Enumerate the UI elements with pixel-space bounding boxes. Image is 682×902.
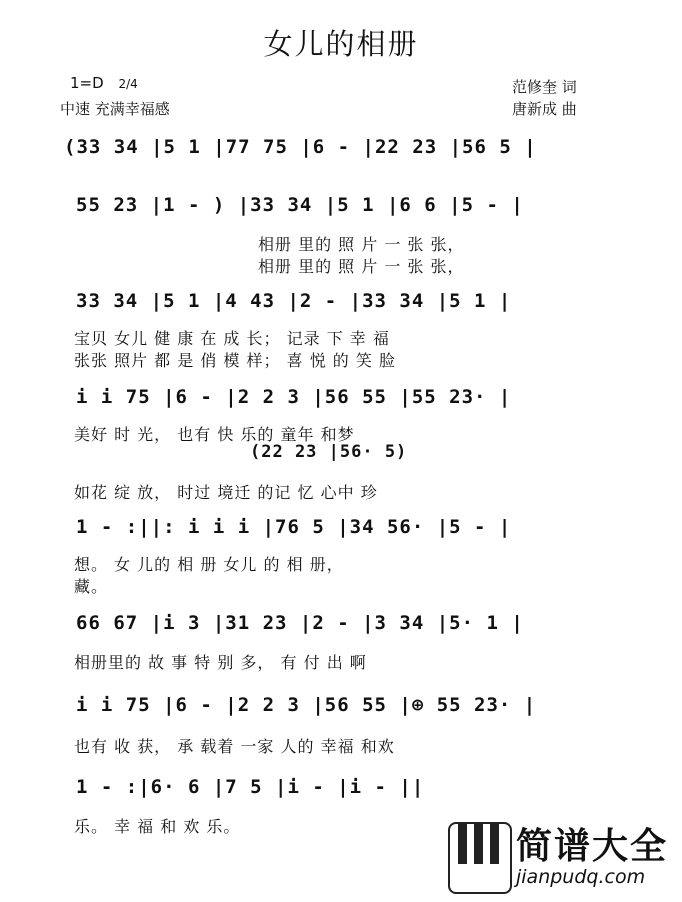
music-line-7: i i 75 |6 - |2 2 3 |56 55 |⊕ 55 23· | xyxy=(76,694,537,716)
alt-music-line-4: (22 23 |56· 5) xyxy=(250,442,408,462)
watermark-name: 简谱大全 xyxy=(516,826,669,867)
piano-keys-icon xyxy=(448,822,512,894)
lyric-line-5a: 想。 女 儿的 相 册 女儿 的 相 册， xyxy=(74,555,344,574)
lyric-line-4b: 如花 绽 放， 时过 境迁 的记 忆 心中 珍 xyxy=(74,483,378,502)
music-line-1: (33 34 |5 1 |77 75 |6 - |22 23 |56 5 | xyxy=(64,136,537,158)
lyricist: 范修奎 词 xyxy=(512,78,577,96)
music-line-6: 66 67 |i 3 |31 23 |2 - |3 34 |5· 1 | xyxy=(76,612,524,634)
lyric-line-7: 也有 收 获， 承 载着 一家 人的 幸福 和欢 xyxy=(74,737,395,756)
watermark-logo xyxy=(448,818,674,896)
key-label: 1=D xyxy=(70,74,104,92)
lyric-line-8: 乐。 幸 福 和 欢 乐。 xyxy=(74,817,241,836)
lyric-line-6: 相册里的 故 事 特 别 多， 有 付 出 啊 xyxy=(74,653,367,672)
music-line-2: 55 23 |1 - ) |33 34 |5 1 |6 6 |5 - | xyxy=(76,194,524,216)
time-signature: 2/4 xyxy=(118,77,138,91)
lyric-line-2b: 相册 里的 照 片 一 张 张， xyxy=(258,257,465,276)
lyric-line-4a: 美好 时 光， 也有 快 乐的 童年 和梦 xyxy=(74,425,355,444)
lyric-line-2a: 相册 里的 照 片 一 张 张， xyxy=(258,235,465,254)
music-line-5: 1 - :||: i i i |76 5 |34 56· |5 - | xyxy=(76,516,512,538)
music-line-3: 33 34 |5 1 |4 43 |2 - |33 34 |5 1 | xyxy=(76,290,512,312)
music-line-8: 1 - :|6· 6 |7 5 |i - |i - || xyxy=(76,776,425,798)
lyric-line-3b: 张张 照片 都 是 俏 模 样； 喜 悦 的 笑 脸 xyxy=(74,351,396,370)
lyric-line-5b: 藏。 xyxy=(74,577,109,596)
music-line-4: i i 75 |6 - |2 2 3 |56 55 |55 23· | xyxy=(76,386,512,408)
watermark-url: jianpudq.com xyxy=(516,866,646,888)
key-signature xyxy=(70,74,138,92)
tempo-mood: 中速 充满幸福感 xyxy=(60,100,170,118)
lyric-line-3a: 宝贝 女儿 健 康 在 成 长； 记录 下 幸 福 xyxy=(74,329,390,348)
composer: 唐新成 曲 xyxy=(512,100,577,118)
page-title: 女儿的相册 xyxy=(263,27,419,61)
